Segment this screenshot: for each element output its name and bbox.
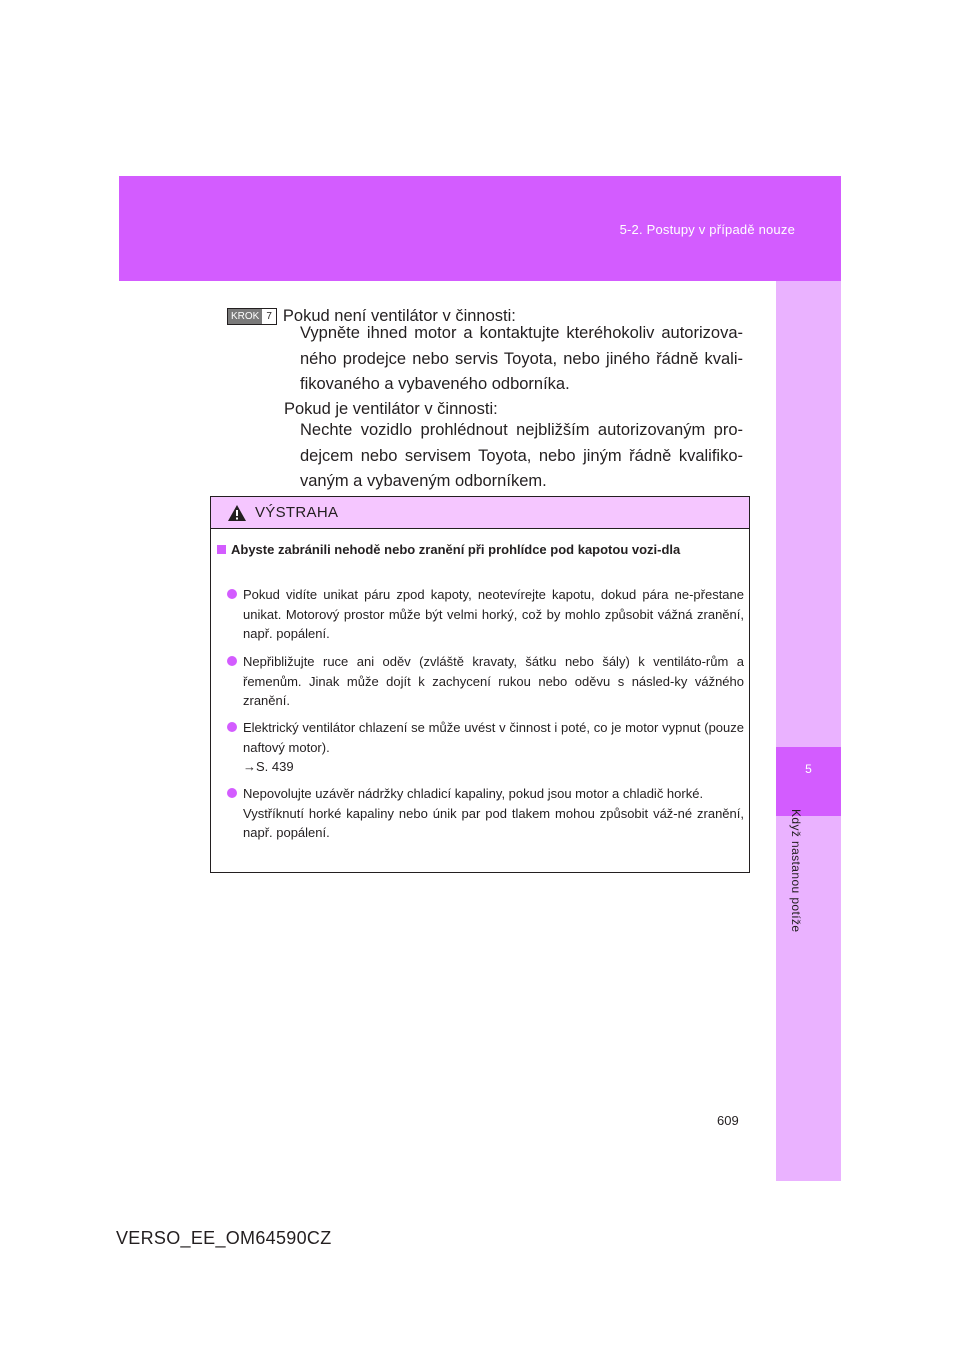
warning-bullet (227, 784, 744, 843)
warning-bullet (227, 652, 744, 711)
warning-bullet-text: Nepřibližujte ruce ani oděv (zvláště kravaty, šátku nebo šály) k ventiláto-rům a řemenům. Jinak může dojít k zachycení rukou nebo oděvu s násled-ky vážného zranění. (243, 654, 744, 708)
bullet-dot-icon (227, 722, 237, 732)
step-number: 7 (266, 311, 272, 322)
chapter-number-box (776, 747, 841, 816)
warning-bullet-text: Elektrický ventilátor chlazení se může uvést v činnost i poté, co je motor vypnut (pouze naftový motor). (243, 720, 744, 755)
warning-heading-text: Abyste zabránili nehodě nebo zranění při prohlídce pod kapotou vozi-dla (231, 542, 681, 557)
warning-bullet-text-continued: Vystříknutí horké kapaliny nebo únik par pod tlakem mohou způsobit váž-né zranění, např. popálení. (243, 805, 744, 840)
page-reference-link[interactable]: →S. 439 (243, 759, 294, 774)
warning-bullet (227, 585, 744, 644)
bullet-dot-icon (227, 589, 237, 599)
header-band (119, 176, 841, 281)
warning-bullet-text: Pokud vidíte unikat páru zpod kapoty, neotevírejte kapotu, dokud pára ne-přestane unikat. Motorový prostor může být velmi horký, což by mohlo způsobit vážná zranění, např. popálení. (243, 587, 744, 641)
bullet-dot-icon (227, 656, 237, 666)
document-code: VERSO_EE_OM64590CZ (116, 1228, 332, 1248)
step-body-2: Nechte vozidlo prohlédnout nejbližším autorizovaným pro-dejcem nebo servisem Toyota, nebo jiným řádně kvalifiko-vaným a vybaveným odborníkem. (300, 421, 743, 490)
section-title: 5-2. Postupy v případě nouze (619, 222, 795, 237)
warning-bullet (227, 718, 744, 777)
warning-title: VÝSTRAHA (255, 504, 339, 521)
warning-bullet-text: Nepovolujte uzávěr nádržky chladicí kapaliny, pokud jsou motor a chladič horké. (243, 786, 704, 801)
square-bullet-icon (217, 545, 226, 554)
page-number: 609 (717, 1113, 739, 1128)
chapter-number: 5 (805, 762, 812, 776)
step-badge (227, 308, 277, 325)
step-keyword: KROK (228, 309, 262, 324)
warning-heading (217, 540, 742, 560)
step-condition-1: Pokud není ventilátor v činnosti: (282, 307, 516, 325)
warning-header (211, 497, 749, 529)
chapter-side-tab[interactable] (776, 281, 841, 1181)
step-body-1: Vypněte ihned motor a kontaktujte kteréhokoliv autorizova-ného prodejce nebo servis Toyota, nebo jiného řádně kvali-fikovaného a vybaveného odborníka. (300, 324, 743, 393)
warning-triangle-icon (227, 504, 247, 522)
chapter-title: Když nastanou potíže (789, 809, 803, 933)
step-condition-2: Pokud je ventilátor v činnosti: (284, 400, 498, 418)
warning-box (210, 496, 750, 873)
bullet-dot-icon (227, 788, 237, 798)
